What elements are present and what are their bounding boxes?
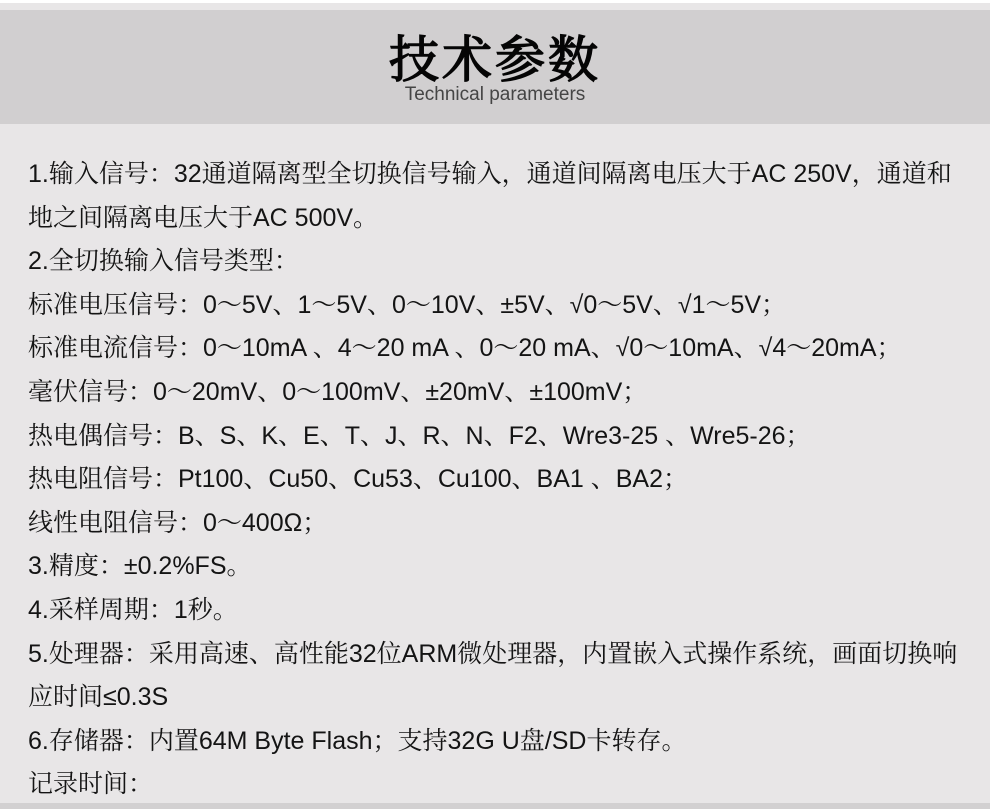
spec-line-storage: 6.存储器：内置64M Byte Flash；支持32G U盘/SD卡转存。 — [28, 726, 687, 755]
page-subtitle: Technical parameters — [404, 84, 586, 105]
spec-line-processor-wrap: 应时间≤0.3S — [28, 683, 169, 712]
spec-line-signal-types-heading: 2.全切换输入信号类型： — [28, 247, 299, 276]
spec-line-processor: 5.处理器：采用高速、高性能32位ARM微处理器，内置嵌入式操作系统，画面切换响 — [28, 639, 958, 668]
spec-line-millivolt: 毫伏信号：0～20mV、0～100mV、±20mV、±100mV； — [28, 377, 648, 406]
spec-line-record-time: 记录时间： — [28, 770, 154, 799]
spec-line-input-signal: 1.输入信号：32通道隔离型全切换信号输入，通道间隔离电压大于AC 250V，通道和 — [28, 160, 952, 188]
bottom-divider — [0, 803, 990, 809]
header-band — [0, 10, 990, 124]
spec-line-linear-resistance: 线性电阻信号：0～400Ω； — [28, 508, 328, 537]
top-divider — [0, 0, 990, 3]
spec-list — [28, 153, 970, 807]
spec-line-accuracy: 3.精度：±0.2%FS。 — [28, 552, 252, 581]
spec-line-rtd: 热电阻信号：Pt100、Cu50、Cu53、Cu100、BA1 、BA2； — [28, 465, 688, 494]
spec-line-standard-voltage: 标准电压信号：0～5V、1～5V、0～10V、±5V、√0～5V、√1～5V； — [28, 290, 787, 319]
spec-line-thermocouple: 热电偶信号：B、S、K、E、T、J、R、N、F2、Wre3-25 、Wre5-26； — [28, 421, 811, 450]
spec-line-input-signal-wrap: 地之间隔离电压大于AC 500V。 — [28, 203, 379, 232]
spec-line-sampling-period: 4.采样周期：1秒。 — [28, 595, 238, 624]
page-title: 技术参数 — [389, 32, 601, 88]
spec-line-standard-current: 标准电流信号：0～10mA 、4～20 mA 、0～20 mA、√0～10mA、√4～20mA； — [28, 334, 902, 363]
